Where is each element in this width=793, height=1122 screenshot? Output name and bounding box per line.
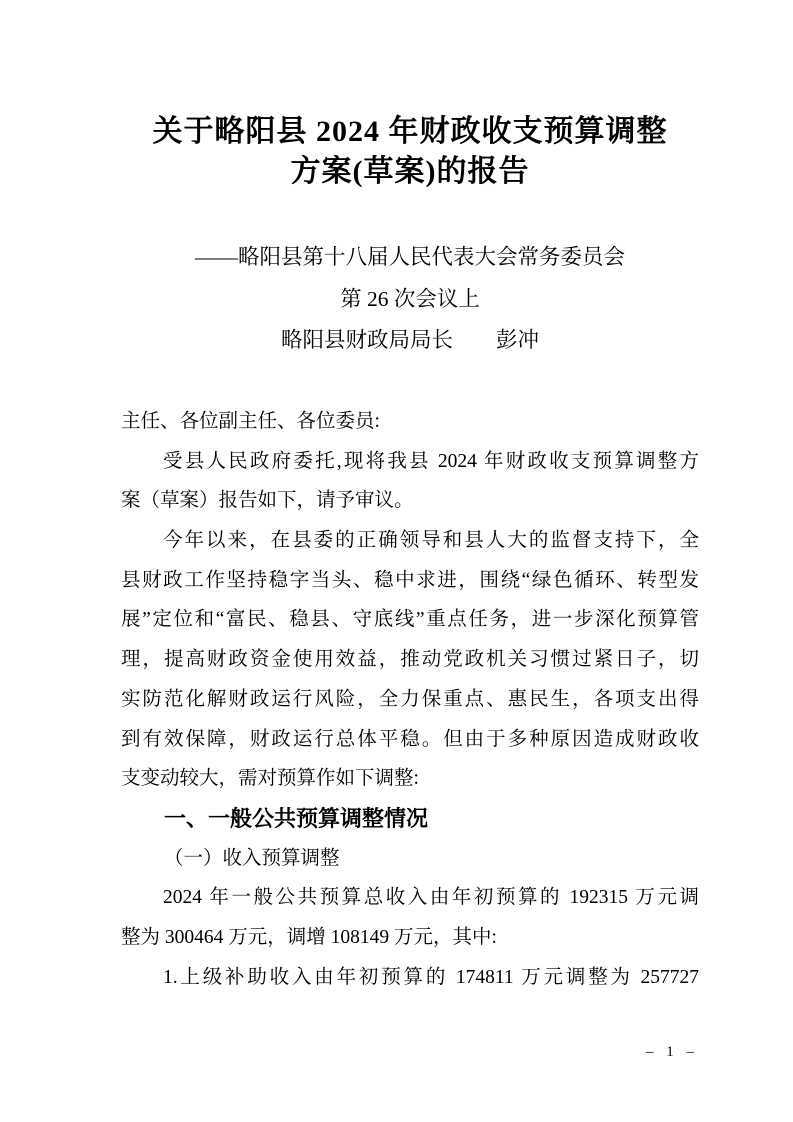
byline-session: 第 26 次会议上	[340, 286, 480, 311]
document-title	[121, 112, 699, 192]
subsection-heading: （一）收入预算调整	[164, 847, 340, 869]
page-number: – 1 –	[646, 1044, 696, 1060]
revenue-paragraph-line: 2024 年一般公共预算总收入由年初预算的 192315 万元调	[163, 887, 699, 909]
overview-paragraph-line: 实防范化解财政运行风险，全力保重点、惠民生，各项支出得	[121, 688, 699, 710]
overview-paragraph-line: 到有效保障，财政运行总体平稳。但由于多种原因造成财政收	[121, 728, 699, 750]
title-line-2: 方案(草案)的报告	[290, 155, 530, 188]
byline-block	[121, 237, 699, 362]
intro-paragraph-line: 受县人民政府委托,现将我县 2024 年财政收支预算调整方	[163, 450, 699, 472]
revenue-paragraph-line: 整为 300464 万元，调增 108149 万元，其中:	[121, 926, 497, 948]
byline-presenter: 略阳县财政局局长 彭冲	[280, 328, 539, 352]
overview-paragraph-line: 展”定位和“富民、稳县、守底线”重点任务，进一步深化预算管	[121, 609, 699, 631]
subsidy-paragraph-line: 1.上级补助收入由年初预算的 174811 万元调整为 257727	[163, 966, 699, 988]
overview-paragraph-line: 支变动较大，需对预算作如下调整:	[121, 768, 419, 790]
overview-paragraph-line: 理，提高财政资金使用效益，推动党政机关习惯过紧日子，切	[121, 649, 699, 671]
document-body	[121, 402, 699, 997]
byline-committee: ——略阳县第十八届人民代表大会常务委员会	[194, 245, 625, 269]
salutation: 主任、各位副主任、各位委员:	[121, 411, 380, 432]
overview-paragraph-line: 今年以来，在县委的正确领导和县人大的监督支持下，全	[163, 530, 699, 552]
section-heading: 一、一般公共预算调整情况	[164, 805, 429, 831]
title-line-1: 关于略阳县 2024 年财政收支预算调整	[152, 115, 668, 148]
overview-paragraph-line: 县财政工作坚持稳字当头、稳中求进，围绕“绿色循环、转型发	[121, 569, 699, 591]
intro-paragraph-line: 案（草案）报告如下，请予审议。	[121, 490, 414, 512]
